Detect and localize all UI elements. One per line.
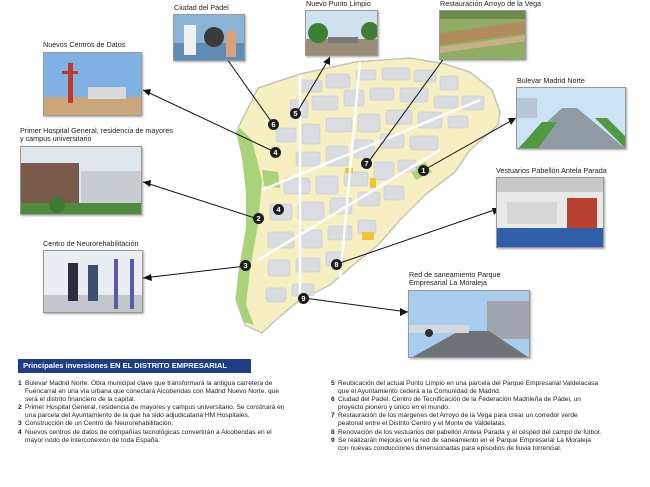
legend-num: 7 <box>331 412 335 420</box>
legend-title: Principales inversiones EN EL DISTRITO EMPRESARIAL <box>18 359 251 373</box>
marker-5[interactable] <box>290 108 301 119</box>
marker-4b[interactable] <box>273 204 284 215</box>
legend-num: 6 <box>331 396 335 404</box>
legend-text: con nuevas conducciones dimensionadas para episodios de lluvia torrencial. <box>338 444 562 452</box>
legend-text: Construcción de un Centro de Neurorehabilitación. <box>25 420 174 428</box>
legend-text: Restauración de los márgenes del Arroyo de la Vega para crear un corredor verde <box>338 412 578 420</box>
marker-label: 2 <box>256 214 261 223</box>
marker-3[interactable] <box>240 260 251 271</box>
legend-text: Se realizarán mejoras en la red de saneamiento en el Parque Empresarial La Moraleja <box>338 436 591 444</box>
marker-label: 1 <box>421 166 426 175</box>
marker-4a[interactable] <box>270 147 281 158</box>
caption-saneamiento-line1: Red de saneamiento Parque <box>409 270 501 279</box>
marker-label: 4 <box>276 205 281 214</box>
marker-1[interactable] <box>418 165 429 176</box>
legend-num: 5 <box>331 380 335 387</box>
marker-6[interactable] <box>268 119 279 130</box>
legend-text: Primer Hospital General, residencia de mayores y campus universitario. Se construirá en <box>25 404 285 412</box>
photo-ciudad-padel[interactable] <box>173 14 245 61</box>
legend-item-8 <box>331 429 636 437</box>
legend-item-2 <box>18 404 318 420</box>
legend-text: que el Ayuntamiento cederá a la Comunidad de Madrid. <box>338 388 501 396</box>
legend-text: Ciudad del Pádel. Centro de Tecnificación de la Federación Madrileña de Pádel, un <box>338 396 581 404</box>
photo-hospital[interactable] <box>20 146 142 215</box>
legend-text: Bulevar Madrid Norte. Obra municipal clave que transformará la antigua carretera de <box>25 380 273 387</box>
legend-text: una parcela del Ayuntamiento de la que ha sido adjudicataria HM Hospitales. <box>25 412 250 420</box>
marker-label: 9 <box>301 294 306 303</box>
marker-8[interactable] <box>331 259 342 270</box>
legend-text: proyecto pionero y único en el mundo. <box>338 404 450 412</box>
photo-vestuarios[interactable] <box>496 177 604 248</box>
marker-label: 4 <box>273 148 278 157</box>
legend-num: 1 <box>18 380 22 387</box>
legend-num: 3 <box>18 420 22 428</box>
caption-hospital-line1: Primer Hospital General, residencia de mayores <box>20 126 173 135</box>
caption-hospital-line2: y campus universitario <box>20 134 92 144</box>
marker-2[interactable] <box>253 213 264 224</box>
photo-centros-datos[interactable] <box>43 52 142 116</box>
caption-hospital <box>20 127 173 144</box>
photo-punto-limpio[interactable] <box>305 10 378 56</box>
caption-punto-limpio: Nuevo Punto Limpio <box>306 0 371 8</box>
caption-bulevar: Bulevar Madrid Norte <box>517 76 585 85</box>
caption-vestuarios: Vestuarios Pabellón Antela Parada <box>496 166 607 175</box>
legend-text: mayor nodo de interconexión de toda España. <box>25 436 160 444</box>
caption-ciudad-padel: Ciudad del Pádel <box>174 3 229 12</box>
legend-num: 9 <box>331 436 335 444</box>
photo-bulevar[interactable] <box>516 87 626 149</box>
legend-text: Fuencarral en una vía urbana que conectará Alcobendas con Madrid Nuevo Norte, que <box>25 388 280 396</box>
legend-num: 2 <box>18 404 22 412</box>
legend-text: Reubicación del actual Punto Limpio en una parcela del Parque Empresarial Valdelacasa <box>338 380 599 387</box>
legend-item-5 <box>331 380 636 396</box>
caption-saneamiento <box>409 271 501 288</box>
legend-left-column <box>18 380 318 445</box>
caption-arroyo-vega: Restauración Arroyo de la Vega <box>440 0 542 8</box>
legend-item-7 <box>331 412 636 428</box>
marker-label: 7 <box>364 159 369 168</box>
marker-7[interactable] <box>361 158 372 169</box>
legend-item-4 <box>18 429 318 445</box>
legend-text: Nuevos centros de datos de compañías tecnológicas convertirán a Alcobendas en el <box>25 428 272 436</box>
marker-9[interactable] <box>298 293 309 304</box>
marker-label: 5 <box>293 109 298 118</box>
legend-num: 4 <box>18 428 22 436</box>
legend-right-column <box>331 380 636 453</box>
marker-label: 3 <box>243 261 248 270</box>
marker-label: 8 <box>334 260 339 269</box>
photo-neuro[interactable] <box>43 250 143 313</box>
legend-item-1 <box>18 380 318 404</box>
legend-text: será el distrito financiero de la capital. <box>25 396 136 404</box>
photo-arroyo-vega[interactable] <box>439 10 526 60</box>
caption-saneamiento-line2: Empresarial La Moraleja <box>409 278 487 288</box>
caption-neuro: Centro de Neurorehabilitación <box>43 239 139 248</box>
photo-saneamiento[interactable] <box>408 290 530 358</box>
marker-label: 6 <box>271 120 276 129</box>
legend-item-3 <box>18 420 318 428</box>
legend-num: 8 <box>331 428 335 436</box>
legend-text: peatonal entre el Distrito Centro y el Monte de Valdelatas. <box>338 420 507 428</box>
legend-item-6 <box>331 396 636 412</box>
legend-item-9 <box>331 437 636 453</box>
caption-centros-datos: Nuevos Centros de Datos <box>43 40 126 49</box>
legend-text: Renovación de los vestuarios del pabellón Antela Parada y el césped del campo de fútbol. <box>338 428 602 436</box>
